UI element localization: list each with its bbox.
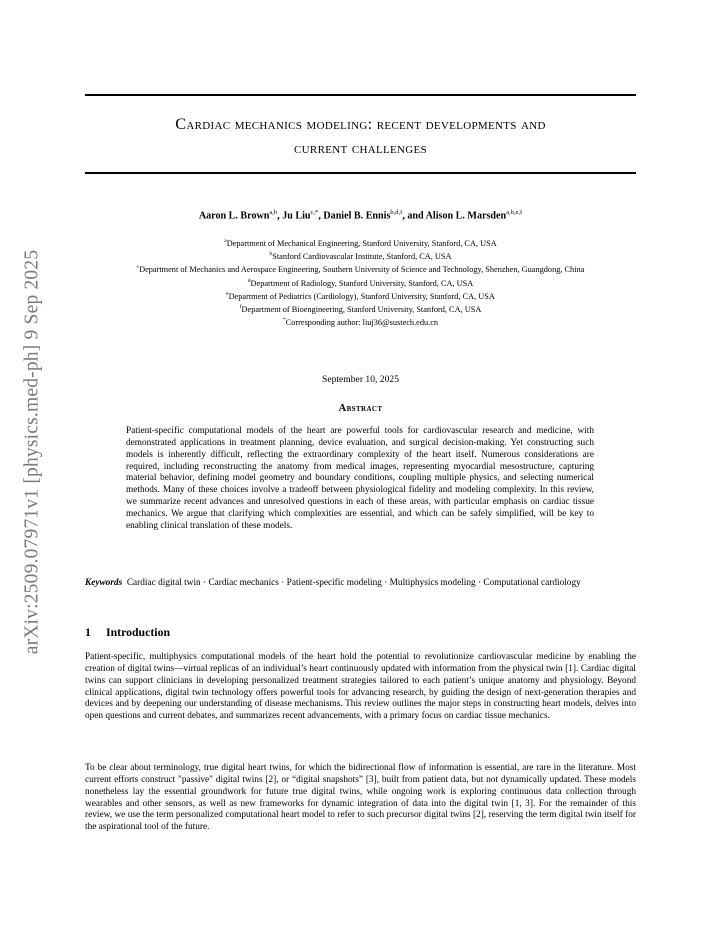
affiliation-mark: c	[136, 264, 140, 271]
arxiv-side-identifier	[22, 222, 42, 682]
affiliation-text: Stanford Cardiovascular Institute, Stanford, CA, USA	[272, 251, 452, 261]
affiliation	[85, 249, 636, 262]
affiliation-text: Department of Mechanical Engineering, Stanford University, Stanford, CA, USA	[226, 238, 497, 248]
affiliation	[85, 262, 636, 275]
title-rule-bottom	[85, 172, 636, 174]
body-paragraph: Patient-specific, multiphysics computational models of the heart hold the potential to revolutionize cardiovascular medicine by enabling the creation of digital twins—virtual replicas of an individual’s heart continuously updated with information from the physical twin [1]. Cardiac digital twins can support clinicians in developing personalized treatment strategies tailored to each patient’s unique anatomy and physiology. Beyond clinical applications, digital twin technology offers powerful tools for advancing research, by guiding the design of next-generation therapies and devices and by deepening our understanding of disease mechanisms. This review outlines the major steps in constructing heart models, delves into open questions and current debates, and summarizes recent advancements, with a primary focus on cardiac tissue mechanics.	[85, 652, 636, 722]
keywords-text: Cardiac digital twin · Cardiac mechanics · Patient-specific modeling · Multiphysics modeling · Computational cardiology	[126, 578, 581, 588]
author-name: Alison L. Marsden	[425, 210, 507, 222]
author-affiliation-marks: b,d,f	[390, 209, 403, 216]
affiliation-mark: d	[247, 277, 251, 284]
affiliation	[85, 289, 636, 302]
section-number: 1	[85, 625, 91, 639]
paper-title	[85, 112, 636, 160]
affiliation-mark: a	[224, 238, 227, 244]
section-heading	[85, 625, 636, 640]
affiliation-text: Department of Bioengineering, Stanford University, Stanford, CA, USA	[241, 304, 482, 314]
corresponding-author-text: Corresponding author: liuj36@sustech.edu.cn	[285, 317, 439, 327]
author-separator: ,	[318, 210, 324, 222]
keywords	[85, 578, 636, 590]
corresponding-author	[85, 315, 636, 328]
author-name: Daniel B. Ennis	[323, 210, 391, 222]
affiliation-text: Department of Mechanics and Aerospace Engineering, Southern University of Science and Technology, Shenzhen, Guangdong, China	[139, 265, 585, 275]
affiliation	[85, 302, 636, 315]
affiliation-mark: *	[282, 317, 286, 324]
author-affiliation-marks: c,*	[310, 209, 319, 216]
title-rule-top	[85, 94, 636, 96]
author-name: Ju Liu	[282, 210, 311, 222]
author-affiliation-marks: a,b	[269, 209, 278, 216]
abstract-text: Patient-specific computational models of the heart are powerful tools for cardiovascular research and medicine, with demonstrated applications in treatment planning, device evaluation, and surgical decision-making. Yet constructing such models is inherently difficult, reflecting the extraordinary complexity of the heart itself. Numerous considerations are required, including reconstructing the anatomy from medical images, representing myocardial mesostructure, capturing material behavior, defining model geometry and boundary conditions, coupling multiple physics, and selecting numerical methods. Many of these choices involve a tradeoff between physiological fidelity and modeling complexity. In this review, we summarize recent advances and unresolved questions in each of these areas, with particular emphasis on cardiac tissue mechanics. We argue that clarifying which complexities are essential, and which can be safely simplified, will be key to enabling clinical translation of these models.	[126, 426, 594, 531]
affiliation-mark: e	[226, 290, 229, 297]
author-separator: ,	[277, 210, 283, 222]
author-separator: , and	[402, 210, 426, 222]
title-line-2: current challenges	[294, 139, 427, 157]
publication-date: September 10, 2025	[321, 374, 399, 385]
section-title: Introduction	[106, 625, 171, 639]
author-list	[85, 209, 636, 221]
arxiv-id-text: arXiv:2509.07971v1 [physics.med-ph] 9 Sep 2025	[21, 249, 43, 655]
affiliation-text: Department of Radiology, Stanford University, Stanford, CA, USA	[250, 278, 474, 288]
affiliation-text: Department of Pediatrics (Cardiology), Stanford University, Stanford, CA, USA	[228, 291, 495, 301]
abstract-heading: Abstract	[338, 403, 383, 414]
author-affiliation-marks: a,b,e,f	[506, 209, 523, 216]
affiliation-mark: f	[239, 303, 242, 310]
author-name: Aaron L. Brown	[198, 210, 270, 222]
affiliation-mark: b	[269, 251, 273, 258]
affiliation	[85, 276, 636, 289]
keywords-label: Keywords	[85, 578, 123, 588]
affiliation-list	[85, 236, 636, 328]
affiliation	[85, 236, 636, 249]
title-line-1: Cardiac mechanics modeling: recent developments and	[175, 115, 546, 133]
body-paragraph: To be clear about terminology, true digital heart twins, for which the bidirectional flow of information is essential, are rare in the literature. Most current efforts construct "passive" digital twins [2], or “digital snapshots” [3], built from patient data, but not dynamically updated. These models nonetheless lay the essential groundwork for future true digital twins, while ongoing work is exploring continuous data collection through wearables and other sensors, as well as new frameworks for dynamic integration of data into the digital twin [1, 3]. For the remainder of this review, we use the term personalized computational heart model to refer to such precursor digital twins [2], reserving the term digital twin itself for the aspirational tool of the future.	[85, 763, 636, 833]
